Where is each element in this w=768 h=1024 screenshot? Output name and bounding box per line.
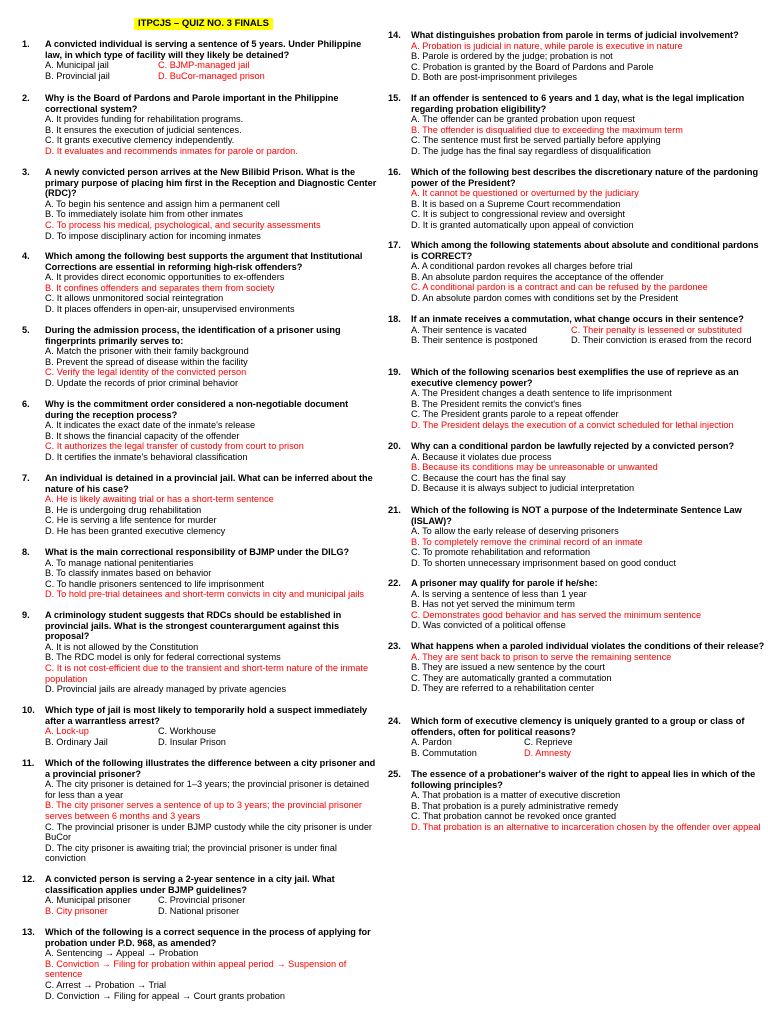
option: B. They are issued a new sentence by the court <box>411 662 605 673</box>
question-1 <box>22 39 378 81</box>
question-18 <box>388 314 766 346</box>
correct-option: D. It evaluates and recommends inmates for parole or pardon. <box>45 145 298 156</box>
question-number: 2. <box>22 93 30 103</box>
question-number: 19. <box>388 367 401 377</box>
option: B. To immediately isolate him from other inmates <box>45 209 243 220</box>
correct-option: D. BuCor-managed prison <box>158 70 265 81</box>
option: D. An absolute pardon comes with conditions set by the President <box>411 292 679 303</box>
question-17 <box>388 240 766 304</box>
correct-option: C. It authorizes the legal transfer of custody from court to prison <box>45 441 304 452</box>
option: B. Parole is ordered by the judge; probation is not <box>411 51 613 62</box>
correct-option: C. Demonstrates good behavior and has served the minimum sentence <box>411 609 702 620</box>
question-number: 22. <box>388 578 401 588</box>
options <box>411 652 766 694</box>
correct-option: B. The city prisoner serves a sentence of up to 3 years; the provincial prisoner serves between 6 months and 3 years <box>45 800 362 821</box>
question-number: 1. <box>22 39 30 49</box>
option: D. It places offenders in open-air, unsupervised environments <box>45 303 295 314</box>
question-7 <box>22 473 378 537</box>
option: C. Reprieve <box>524 737 573 748</box>
option: D. Provincial jails are already managed by private agencies <box>45 684 287 695</box>
option: D. They are referred to a rehabilitation center <box>411 683 595 694</box>
correct-option: B. Conviction → Filing for probation within appeal period → Suspension of sentence <box>45 958 347 980</box>
question-4 <box>22 251 378 315</box>
options <box>411 114 766 156</box>
question-3 <box>22 167 378 241</box>
option: C. The provincial prisoner is under BJMP custody while the city prisoner is under BuCor <box>45 821 372 843</box>
question-number: 7. <box>22 473 30 483</box>
correct-option: A. Probation is judicial in nature, while parole is executive in nature <box>411 40 683 51</box>
question-text: Why is the commitment order considered a non-negotiable document during the reception process? <box>45 399 349 420</box>
option: D. The judge has the final say regardless of disqualification <box>411 145 651 156</box>
question-number: 20. <box>388 441 401 451</box>
question-number: 17. <box>388 240 401 250</box>
question-13 <box>22 927 378 1001</box>
option: B. It is based on a Supreme Court recommendation <box>411 198 621 209</box>
options <box>411 41 766 83</box>
option: A. Pardon <box>411 737 452 748</box>
question-text: Why is the Board of Pardons and Parole important in the Philippine correctional system? <box>45 93 339 114</box>
question-number: 4. <box>22 251 30 261</box>
question-number: 8. <box>22 547 30 557</box>
option: D. It certifies the inmate's behavioral classification <box>45 451 248 462</box>
option: C. Workhouse <box>158 726 217 737</box>
option: D. Because it is always subject to judicial interpretation <box>411 483 635 494</box>
option: D. Their conviction is erased from the record <box>571 335 752 346</box>
question-number: 21. <box>388 505 401 515</box>
option: B. He is undergoing drug rehabilitation <box>45 504 202 515</box>
option: A. To manage national penitentiaries <box>45 557 194 568</box>
option: A. The city prisoner is detained for 1–3 years; the provincial prisoner is detained for less than a year <box>45 779 370 800</box>
option: C. The sentence must first be served partially before applying <box>411 135 661 146</box>
correct-option: B. The offender is disqualified due to exceeding the maximum term <box>411 124 683 135</box>
options <box>45 726 378 747</box>
question-23 <box>388 641 766 694</box>
option: A. That probation is a matter of executive discretion <box>411 790 621 801</box>
correct-option: C. To process his medical, psychological, and security assessments <box>45 219 321 230</box>
question-9 <box>22 610 378 695</box>
correct-option: B. Because its conditions may be unreasonable or unwanted <box>411 462 658 473</box>
option: B. It shows the financial capacity of the offender <box>45 430 240 441</box>
question-text: A convicted person is serving a 2-year sentence in a city jail. What classification applies under BJMP guidelines? <box>45 874 335 895</box>
question-5 <box>22 325 378 389</box>
question-text: What is the main correctional responsibility of BJMP under the DILG? <box>45 547 350 557</box>
option: D. He has been granted executive clemency <box>45 525 226 536</box>
question-text: What happens when a paroled individual violates the conditions of their release? <box>411 641 765 651</box>
question-number: 6. <box>22 399 30 409</box>
option: A. It provides funding for rehabilitation programs. <box>45 114 244 125</box>
option: A. The offender can be granted probation upon request <box>411 114 635 125</box>
options <box>45 895 378 916</box>
question-text: Why can a conditional pardon be lawfully rejected by a convicted person? <box>411 441 735 451</box>
option: B. It ensures the execution of judicial sentences. <box>45 124 242 135</box>
option: C. Because the court has the final say <box>411 472 566 483</box>
correct-option: A. Lock-up <box>45 726 89 737</box>
options <box>411 790 766 832</box>
question-number: 3. <box>22 167 30 177</box>
question-22 <box>388 578 766 631</box>
options <box>411 452 766 494</box>
options <box>411 325 766 346</box>
page-title: ITPCJS – QUIZ NO. 3 FINALS <box>134 18 273 30</box>
option: B. The President remits the convict's fines <box>411 398 582 409</box>
option: C. It is subject to congressional review and oversight <box>411 209 625 220</box>
correct-option: D. Amnesty <box>524 747 571 758</box>
options <box>411 388 766 430</box>
correct-option: A. They are sent back to prison to serve the remaining sentence <box>411 651 672 662</box>
correct-option: D. To hold pre-trial detainees and short-term convicts in city and municipal jails <box>45 589 364 600</box>
option: D. Insular Prison <box>158 736 226 747</box>
question-text: During the admission process, the identification of a prisoner using fingerprints primarily serves to: <box>45 325 341 346</box>
option: B. Has not yet served the minimum term <box>411 599 575 610</box>
question-text: Which of the following best describes the discretionary nature of the pardoning power of the President? <box>411 167 759 188</box>
correct-option: B. It confines offenders and separates them from society <box>45 282 275 293</box>
question-number: 9. <box>22 610 30 620</box>
option: C. BJMP-managed jail <box>158 60 250 71</box>
correct-option: D. That probation is an alternative to incarceration chosen by the offender over appeal <box>411 821 761 832</box>
option: D. To impose disciplinary action for incoming inmates <box>45 230 261 241</box>
option: C. Arrest → Probation → Trial <box>45 979 167 990</box>
option: C. That probation cannot be revoked once granted <box>411 811 617 822</box>
option: A. Is serving a sentence of less than 1 year <box>411 588 587 599</box>
question-text: Which of the following scenarios best exemplifies the use of reprieve as an executive clemency power? <box>411 367 739 388</box>
option: A. Their sentence is vacated <box>411 324 527 335</box>
option: C. Provincial prisoner <box>158 895 246 906</box>
question-24 <box>388 716 766 758</box>
question-number: 12. <box>22 874 35 884</box>
question-text: If an offender is sentenced to 6 years and 1 day, what is the legal implication regarding probation eligibility? <box>411 93 745 114</box>
option: A. It is not allowed by the Constitution <box>45 641 199 652</box>
options <box>411 737 766 758</box>
option: B. That probation is a purely administrative remedy <box>411 800 619 811</box>
option: A. The President changes a death sentence to life imprisonment <box>411 388 672 399</box>
option: D. The city prisoner is awaiting trial; the provincial prisoner is under final conviction <box>45 842 337 864</box>
options <box>45 948 378 1001</box>
option: B. Their sentence is postponed <box>411 335 538 346</box>
question-number: 24. <box>388 716 401 726</box>
question-text: Which among the following best supports the argument that Institutional Corrections are essential in reforming high-risk offenders? <box>45 251 363 272</box>
question-text: Which among the following statements about absolute and conditional pardons is CORRECT? <box>411 240 759 261</box>
options <box>45 420 378 462</box>
options <box>411 589 766 631</box>
option: A. A conditional pardon revokes all charges before trial <box>411 261 633 272</box>
option: D. Update the records of prior criminal behavior <box>45 377 239 388</box>
question-number: 16. <box>388 167 401 177</box>
option: D. Both are post-imprisonment privileges <box>411 72 577 83</box>
options <box>411 188 766 230</box>
option: C. To promote rehabilitation and reformation <box>411 547 591 558</box>
question-14 <box>388 30 766 83</box>
options <box>45 779 378 864</box>
option: B. The RDC model is only for federal correctional systems <box>45 652 281 663</box>
correct-option: C. A conditional pardon is a contract and can be refused by the pardonee <box>411 282 708 293</box>
option: C. The President grants parole to a repeat offender <box>411 409 619 420</box>
options <box>45 199 378 241</box>
question-11 <box>22 758 378 864</box>
question-text: Which form of executive clemency is uniquely granted to a group or class of offenders, often for political reasons? <box>411 716 745 737</box>
question-number: 15. <box>388 93 401 103</box>
options <box>45 494 378 536</box>
options <box>45 346 378 388</box>
option: C. They are automatically granted a commutation <box>411 672 612 683</box>
question-10 <box>22 705 378 747</box>
question-21 <box>388 505 766 569</box>
correct-option: B. To completely remove the criminal record of an inmate <box>411 536 643 547</box>
correct-option: A. It cannot be questioned or overturned by the judiciary <box>411 188 639 199</box>
options <box>45 558 378 600</box>
question-text: Which of the following is a correct sequence in the process of applying for probation under P.D. 968, as amended? <box>45 927 371 948</box>
options <box>45 642 378 695</box>
question-25 <box>388 769 766 833</box>
options <box>45 60 378 81</box>
question-text: A newly convicted person arrives at the New Bilibid Prison. What is the primary purpose of placing him first in the Reception and Diagnostic Center (RDC)? <box>45 167 377 199</box>
option: D. Conviction → Filing for appeal → Court grants probation <box>45 990 286 1001</box>
question-text: A criminology student suggests that RDCs should be established in provincial jails. What is the strongest counterargument against this proposal? <box>45 610 342 642</box>
option: B. Ordinary Jail <box>45 736 108 747</box>
question-8 <box>22 547 378 600</box>
option: D. To shorten unnecessary imprisonment based on good conduct <box>411 557 676 568</box>
question-text: What distinguishes probation from parole in terms of judicial involvement? <box>411 30 739 40</box>
question-number: 25. <box>388 769 401 779</box>
correct-option: C. It is not cost-efficient due to the transient and short-term nature of the inmate population <box>45 662 369 684</box>
correct-option: C. Their penalty is lessened or substituted <box>571 324 742 335</box>
option: A. Sentencing → Appeal → Probation <box>45 948 199 959</box>
correct-option: D. The President delays the execution of a convict scheduled for lethal injection <box>411 419 734 430</box>
correct-option: C. Verify the legal identity of the convicted person <box>45 367 247 378</box>
option: B. Provincial jail <box>45 70 110 81</box>
option: C. To handle prisoners sentenced to life imprisonment <box>45 578 264 589</box>
options <box>411 261 766 303</box>
question-number: 5. <box>22 325 30 335</box>
question-number: 23. <box>388 641 401 651</box>
question-number: 10. <box>22 705 35 715</box>
options <box>411 526 766 568</box>
option: A. It indicates the exact date of the inmate's release <box>45 420 256 431</box>
option: A. To allow the early release of deserving prisoners <box>411 526 619 537</box>
question-text: A prisoner may qualify for parole if he/she: <box>411 578 598 588</box>
option: B. An absolute pardon requires the acceptance of the offender <box>411 271 664 282</box>
option: C. Probation is granted by the Board of Pardons and Parole <box>411 61 654 72</box>
question-number: 13. <box>22 927 35 937</box>
question-16 <box>388 167 766 231</box>
option: C. It allows unmonitored social reintegration <box>45 293 224 304</box>
option: D. National prisoner <box>158 905 240 916</box>
question-number: 14. <box>388 30 401 40</box>
question-15 <box>388 93 766 157</box>
option: D. It is granted automatically upon appeal of conviction <box>411 219 634 230</box>
question-text: A convicted individual is serving a sentence of 5 years. Under Philippine law, in which type of facility will they likely be detained? <box>45 39 362 60</box>
question-text: Which type of jail is most likely to temporarily hold a suspect immediately after a warrantless arrest? <box>45 705 368 726</box>
question-12 <box>22 874 378 916</box>
option: B. To classify inmates based on behavior <box>45 568 212 579</box>
question-text: Which of the following is NOT a purpose of the Indeterminate Sentence Law (ISLAW)? <box>411 505 742 526</box>
options <box>45 272 378 314</box>
question-number: 11. <box>22 758 35 768</box>
option: A. To begin his sentence and assign him a permanent cell <box>45 198 280 209</box>
option: C. He is serving a life sentence for murder <box>45 515 217 526</box>
question-2 <box>22 93 378 157</box>
correct-option: B. City prisoner <box>45 905 108 916</box>
question-19 <box>388 367 766 431</box>
question-20 <box>388 441 766 494</box>
option: B. Commutation <box>411 747 477 758</box>
option: A. Municipal prisoner <box>45 895 131 906</box>
question-6 <box>22 399 378 463</box>
option: A. Because it violates due process <box>411 451 552 462</box>
options <box>45 114 378 156</box>
option: D. Was convicted of a political offense <box>411 620 566 631</box>
question-text: The essence of a probationer's waiver of the right to appeal lies in which of the following principles? <box>411 769 756 790</box>
question-number: 18. <box>388 314 401 324</box>
question-text: If an inmate receives a commutation, what change occurs in their sentence? <box>411 314 744 324</box>
correct-option: A. He is likely awaiting trial or has a short-term sentence <box>45 494 274 505</box>
question-text: An individual is detained in a provincial jail. What can be inferred about the nature of his case? <box>45 473 373 494</box>
option: C. It grants executive clemency independently. <box>45 135 235 146</box>
option: A. Municipal jail <box>45 60 109 71</box>
option: B. Prevent the spread of disease within the facility <box>45 356 248 367</box>
option: A. Match the prisoner with their family background <box>45 346 249 357</box>
question-text: Which of the following illustrates the difference between a city prisoner and a provincial prisoner? <box>45 758 376 779</box>
option: A. It provides direct economic opportunities to ex-offenders <box>45 272 285 283</box>
